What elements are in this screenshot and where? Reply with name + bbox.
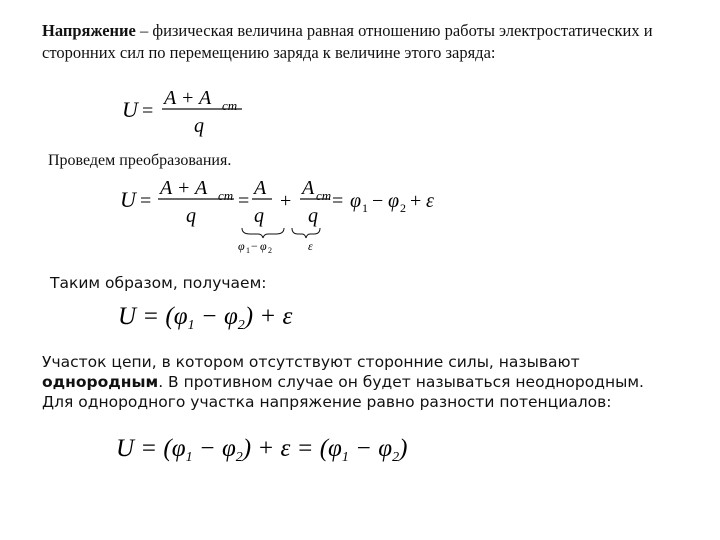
f2-brace1-i2: 2 [268, 246, 272, 255]
f2-denB: q [308, 205, 318, 227]
body-line1a: Участок цепи, в котором отсутствуют сторонние силы, называют [42, 353, 580, 371]
body-line2: Для однородного участка напряжение равно разности потенциалов: [42, 393, 612, 411]
f2-underbrace-left [242, 228, 284, 238]
f2-brace1-i1: 1 [246, 246, 250, 255]
f2-eq2: = [238, 190, 250, 212]
body-text [42, 352, 692, 412]
f2-brace1-minus: − [251, 239, 258, 253]
f2-num1: A + A [160, 177, 208, 199]
f2-numA: A [254, 177, 267, 199]
result-label: Таким образом, получаем: [50, 274, 267, 292]
formula-homogeneous-segment [112, 426, 432, 468]
f2-eps: ε [426, 190, 434, 212]
f2-phi2: φ [388, 190, 400, 212]
f2-minus: − [372, 190, 384, 212]
f2-underbrace-right [292, 228, 320, 238]
f1-eq: = [142, 100, 154, 122]
f2-eq3: = [332, 190, 344, 212]
f1-num: A + A [164, 87, 212, 109]
definition-paragraph [42, 20, 682, 63]
f2-i2: 2 [400, 201, 406, 215]
f2-subB: ст [316, 188, 332, 203]
f3-main: $U = (\varphi_1 - \varphi_2) + \varepsilon$ [118, 303, 293, 333]
f2-i1: 1 [362, 201, 368, 215]
definition-term: Напряжение [42, 21, 136, 40]
f4-main: $U = (\varphi_1 - \varphi_2) + \varepsilon = (\varphi_1 - \varphi_2)$ [116, 435, 408, 465]
body-line1c: . В противном случае он будет называться неоднородным. [158, 373, 644, 391]
f2-eq1: = [140, 190, 152, 212]
transform-label: Проведем преобразования. [48, 152, 232, 169]
definition-text: – физическая величина равная отношению работы электростатических и сторонних сил по перемещению заряда к величине этого заряда: [42, 21, 653, 62]
f2-sub1: ст [218, 188, 234, 203]
f2-den1: q [186, 205, 196, 227]
f2-phi1: φ [350, 190, 362, 212]
f1-sub: ст [222, 98, 238, 113]
formula-transformation [116, 174, 446, 256]
body-term-homogeneous: однородным [42, 373, 159, 391]
f1-U: U [122, 97, 138, 122]
f2-brace1-phi2: φ [260, 239, 267, 253]
f2-U: U [120, 187, 136, 212]
f2-plus: + [280, 190, 292, 212]
f2-plus2: + [410, 190, 422, 212]
formula-voltage-definition [118, 84, 248, 140]
formula-voltage-result [114, 298, 314, 334]
f2-denA: q [254, 205, 264, 227]
f2-brace1-phi1: φ [238, 239, 245, 253]
f2-numB: A [302, 177, 315, 199]
f1-den: q [194, 115, 204, 137]
f2-brace2-eps: ε [308, 239, 313, 253]
